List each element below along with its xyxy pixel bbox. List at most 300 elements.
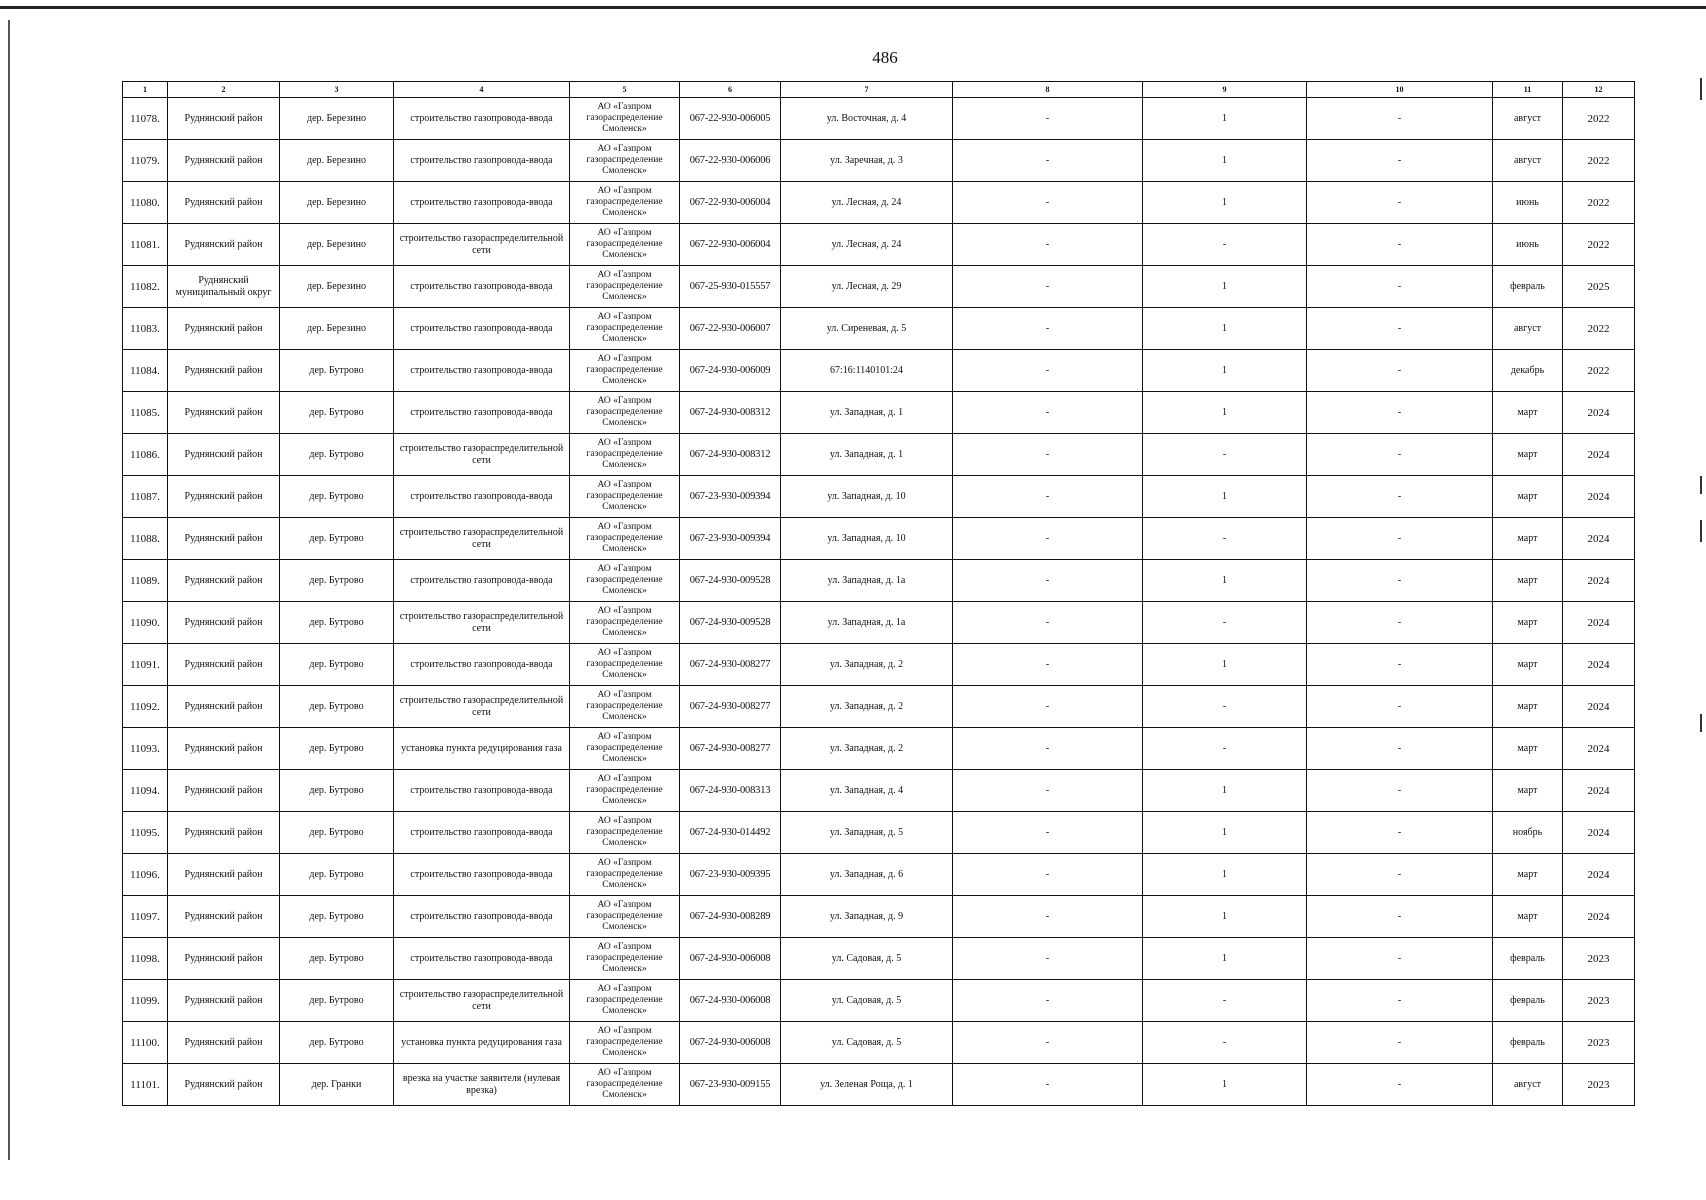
district-cell: Руднянский район <box>168 434 280 476</box>
year-cell: 2024 <box>1563 896 1635 938</box>
work-type-cell: строительство газораспределительной сети <box>394 518 570 560</box>
column-10-cell: - <box>1307 896 1493 938</box>
column-9-cell: - <box>1143 1022 1307 1064</box>
settlement-cell: дер. Бутрово <box>280 686 394 728</box>
top-border-line <box>0 6 1706 9</box>
organization-cell: АО «Газпром газораспределение Смоленск» <box>570 98 680 140</box>
address-cell: ул. Западная, д. 1 <box>781 434 953 476</box>
settlement-cell: дер. Бутрово <box>280 854 394 896</box>
settlement-cell: дер. Бутрово <box>280 476 394 518</box>
row-number-cell: 11090. <box>123 602 168 644</box>
year-cell: 2025 <box>1563 266 1635 308</box>
table-row <box>123 812 1635 854</box>
table-row <box>123 392 1635 434</box>
month-cell: август <box>1493 98 1563 140</box>
row-number-cell: 11080. <box>123 182 168 224</box>
margin-tick <box>1700 78 1702 100</box>
header-cell: 4 <box>394 82 570 98</box>
margin-tick <box>1700 714 1702 732</box>
table-row <box>123 350 1635 392</box>
organization-cell: АО «Газпром газораспределение Смоленск» <box>570 392 680 434</box>
work-type-cell: строительство газопровода-ввода <box>394 350 570 392</box>
row-number-cell: 11097. <box>123 896 168 938</box>
column-9-cell: 1 <box>1143 560 1307 602</box>
table-row <box>123 770 1635 812</box>
application-number-cell: 067-23-930-009395 <box>680 854 781 896</box>
settlement-cell: дер. Бутрово <box>280 728 394 770</box>
table-row <box>123 182 1635 224</box>
year-cell: 2024 <box>1563 812 1635 854</box>
header-cell: 2 <box>168 82 280 98</box>
application-number-cell: 067-24-930-008312 <box>680 392 781 434</box>
header-cell: 12 <box>1563 82 1635 98</box>
header-cell: 7 <box>781 82 953 98</box>
column-9-cell: 1 <box>1143 770 1307 812</box>
column-8-cell: - <box>953 308 1143 350</box>
address-cell: ул. Садовая, д. 5 <box>781 980 953 1022</box>
address-cell: ул. Западная, д. 1а <box>781 602 953 644</box>
organization-cell: АО «Газпром газораспределение Смоленск» <box>570 308 680 350</box>
table-row <box>123 266 1635 308</box>
organization-cell: АО «Газпром газораспределение Смоленск» <box>570 644 680 686</box>
month-cell: март <box>1493 686 1563 728</box>
column-10-cell: - <box>1307 686 1493 728</box>
organization-cell: АО «Газпром газораспределение Смоленск» <box>570 140 680 182</box>
column-10-cell: - <box>1307 266 1493 308</box>
organization-cell: АО «Газпром газораспределение Смоленск» <box>570 896 680 938</box>
year-cell: 2024 <box>1563 728 1635 770</box>
settlement-cell: дер. Бутрово <box>280 1022 394 1064</box>
address-cell: ул. Лесная, д. 24 <box>781 182 953 224</box>
year-cell: 2022 <box>1563 98 1635 140</box>
application-number-cell: 067-24-930-008312 <box>680 434 781 476</box>
header-cell: 10 <box>1307 82 1493 98</box>
column-8-cell: - <box>953 854 1143 896</box>
row-number-cell: 11091. <box>123 644 168 686</box>
district-cell: Руднянский район <box>168 1022 280 1064</box>
column-10-cell: - <box>1307 476 1493 518</box>
column-8-cell: - <box>953 728 1143 770</box>
table-row <box>123 140 1635 182</box>
application-number-cell: 067-22-930-006005 <box>680 98 781 140</box>
organization-cell: АО «Газпром газораспределение Смоленск» <box>570 1064 680 1106</box>
column-10-cell: - <box>1307 644 1493 686</box>
address-cell: ул. Заречная, д. 3 <box>781 140 953 182</box>
row-number-cell: 11086. <box>123 434 168 476</box>
column-10-cell: - <box>1307 854 1493 896</box>
address-cell: ул. Садовая, д. 5 <box>781 1022 953 1064</box>
organization-cell: АО «Газпром газораспределение Смоленск» <box>570 1022 680 1064</box>
address-cell: ул. Лесная, д. 29 <box>781 266 953 308</box>
address-cell: ул. Западная, д. 5 <box>781 812 953 854</box>
district-cell: Руднянский район <box>168 686 280 728</box>
row-number-cell: 11087. <box>123 476 168 518</box>
column-8-cell: - <box>953 938 1143 980</box>
column-10-cell: - <box>1307 518 1493 560</box>
organization-cell: АО «Газпром газораспределение Смоленск» <box>570 980 680 1022</box>
table-row <box>123 854 1635 896</box>
row-number-cell: 11098. <box>123 938 168 980</box>
settlement-cell: дер. Березино <box>280 266 394 308</box>
month-cell: ноябрь <box>1493 812 1563 854</box>
column-9-cell: 1 <box>1143 350 1307 392</box>
district-cell: Руднянский район <box>168 728 280 770</box>
table-row <box>123 644 1635 686</box>
year-cell: 2024 <box>1563 770 1635 812</box>
column-8-cell: - <box>953 98 1143 140</box>
month-cell: март <box>1493 644 1563 686</box>
district-cell: Руднянский район <box>168 98 280 140</box>
address-cell: ул. Западная, д. 2 <box>781 686 953 728</box>
address-cell: ул. Западная, д. 10 <box>781 476 953 518</box>
district-cell: Руднянский район <box>168 770 280 812</box>
month-cell: март <box>1493 896 1563 938</box>
year-cell: 2024 <box>1563 476 1635 518</box>
settlement-cell: дер. Березино <box>280 224 394 266</box>
district-cell: Руднянский район <box>168 140 280 182</box>
table-row <box>123 728 1635 770</box>
row-number-cell: 11092. <box>123 686 168 728</box>
district-cell: Руднянский район <box>168 518 280 560</box>
column-9-cell: 1 <box>1143 476 1307 518</box>
column-9-cell: 1 <box>1143 308 1307 350</box>
settlement-cell: дер. Бутрово <box>280 980 394 1022</box>
column-10-cell: - <box>1307 728 1493 770</box>
column-8-cell: - <box>953 476 1143 518</box>
year-cell: 2024 <box>1563 560 1635 602</box>
column-9-cell: 1 <box>1143 812 1307 854</box>
table-body <box>123 98 1635 1106</box>
column-9-cell: 1 <box>1143 938 1307 980</box>
year-cell: 2022 <box>1563 350 1635 392</box>
column-8-cell: - <box>953 686 1143 728</box>
table-header-row <box>123 82 1635 98</box>
column-9-cell: 1 <box>1143 896 1307 938</box>
district-cell: Руднянский район <box>168 896 280 938</box>
column-9-cell: - <box>1143 434 1307 476</box>
application-number-cell: 067-24-930-008277 <box>680 644 781 686</box>
table-row <box>123 602 1635 644</box>
work-type-cell: строительство газопровода-ввода <box>394 266 570 308</box>
work-type-cell: строительство газопровода-ввода <box>394 308 570 350</box>
district-cell: Руднянский район <box>168 476 280 518</box>
month-cell: июнь <box>1493 182 1563 224</box>
table-row <box>123 434 1635 476</box>
column-9-cell: - <box>1143 602 1307 644</box>
work-type-cell: строительство газопровода-ввода <box>394 938 570 980</box>
organization-cell: АО «Газпром газораспределение Смоленск» <box>570 938 680 980</box>
column-9-cell: 1 <box>1143 182 1307 224</box>
column-8-cell: - <box>953 602 1143 644</box>
column-9-cell: - <box>1143 686 1307 728</box>
column-10-cell: - <box>1307 1022 1493 1064</box>
organization-cell: АО «Газпром газораспределение Смоленск» <box>570 560 680 602</box>
year-cell: 2023 <box>1563 1022 1635 1064</box>
district-cell: Руднянский муниципальный округ <box>168 266 280 308</box>
column-9-cell: 1 <box>1143 392 1307 434</box>
margin-tick <box>1700 476 1702 494</box>
row-number-cell: 11093. <box>123 728 168 770</box>
work-type-cell: строительство газопровода-ввода <box>394 140 570 182</box>
row-number-cell: 11085. <box>123 392 168 434</box>
month-cell: август <box>1493 140 1563 182</box>
year-cell: 2024 <box>1563 518 1635 560</box>
column-10-cell: - <box>1307 140 1493 182</box>
header-cell: 5 <box>570 82 680 98</box>
work-type-cell: строительство газораспределительной сети <box>394 434 570 476</box>
table-row <box>123 98 1635 140</box>
year-cell: 2024 <box>1563 644 1635 686</box>
column-8-cell: - <box>953 812 1143 854</box>
row-number-cell: 11078. <box>123 98 168 140</box>
work-type-cell: врезка на участке заявителя (нулевая врезка) <box>394 1064 570 1106</box>
settlement-cell: дер. Березино <box>280 98 394 140</box>
table-row <box>123 686 1635 728</box>
address-cell: ул. Зеленая Роща, д. 1 <box>781 1064 953 1106</box>
row-number-cell: 11100. <box>123 1022 168 1064</box>
row-number-cell: 11082. <box>123 266 168 308</box>
column-9-cell: - <box>1143 224 1307 266</box>
work-type-cell: строительство газораспределительной сети <box>394 224 570 266</box>
row-number-cell: 11095. <box>123 812 168 854</box>
address-cell: ул. Западная, д. 6 <box>781 854 953 896</box>
year-cell: 2024 <box>1563 392 1635 434</box>
work-type-cell: строительство газопровода-ввода <box>394 644 570 686</box>
work-type-cell: строительство газораспределительной сети <box>394 980 570 1022</box>
district-cell: Руднянский район <box>168 938 280 980</box>
year-cell: 2023 <box>1563 980 1635 1022</box>
application-number-cell: 067-23-930-009155 <box>680 1064 781 1106</box>
page-number: 486 <box>872 48 898 67</box>
settlement-cell: дер. Бутрово <box>280 896 394 938</box>
address-cell: ул. Западная, д. 9 <box>781 896 953 938</box>
column-8-cell: - <box>953 518 1143 560</box>
settlement-cell: дер. Бутрово <box>280 770 394 812</box>
row-number-cell: 11081. <box>123 224 168 266</box>
year-cell: 2022 <box>1563 140 1635 182</box>
organization-cell: АО «Газпром газораспределение Смоленск» <box>570 266 680 308</box>
work-type-cell: строительство газораспределительной сети <box>394 602 570 644</box>
organization-cell: АО «Газпром газораспределение Смоленск» <box>570 182 680 224</box>
settlement-cell: дер. Бутрово <box>280 434 394 476</box>
year-cell: 2024 <box>1563 686 1635 728</box>
column-10-cell: - <box>1307 980 1493 1022</box>
month-cell: июнь <box>1493 224 1563 266</box>
work-type-cell: установка пункта редуцирования газа <box>394 728 570 770</box>
column-8-cell: - <box>953 644 1143 686</box>
column-10-cell: - <box>1307 938 1493 980</box>
organization-cell: АО «Газпром газораспределение Смоленск» <box>570 518 680 560</box>
column-8-cell: - <box>953 392 1143 434</box>
column-9-cell: - <box>1143 728 1307 770</box>
settlement-cell: дер. Бутрово <box>280 392 394 434</box>
column-10-cell: - <box>1307 98 1493 140</box>
column-10-cell: - <box>1307 392 1493 434</box>
month-cell: март <box>1493 728 1563 770</box>
month-cell: март <box>1493 518 1563 560</box>
work-type-cell: строительство газопровода-ввода <box>394 476 570 518</box>
year-cell: 2024 <box>1563 602 1635 644</box>
column-10-cell: - <box>1307 434 1493 476</box>
column-10-cell: - <box>1307 602 1493 644</box>
margin-tick <box>1700 520 1702 542</box>
table-row <box>123 560 1635 602</box>
column-8-cell: - <box>953 182 1143 224</box>
table-row <box>123 896 1635 938</box>
district-cell: Руднянский район <box>168 560 280 602</box>
application-number-cell: 067-24-930-009528 <box>680 560 781 602</box>
column-10-cell: - <box>1307 308 1493 350</box>
organization-cell: АО «Газпром газораспределение Смоленск» <box>570 854 680 896</box>
header-cell: 9 <box>1143 82 1307 98</box>
application-number-cell: 067-24-930-006008 <box>680 1022 781 1064</box>
work-type-cell: строительство газопровода-ввода <box>394 896 570 938</box>
settlement-cell: дер. Бутрово <box>280 518 394 560</box>
month-cell: август <box>1493 1064 1563 1106</box>
organization-cell: АО «Газпром газораспределение Смоленск» <box>570 602 680 644</box>
organization-cell: АО «Газпром газораспределение Смоленск» <box>570 812 680 854</box>
settlement-cell: дер. Бутрово <box>280 938 394 980</box>
column-10-cell: - <box>1307 770 1493 812</box>
table-row <box>123 1022 1635 1064</box>
row-number-cell: 11084. <box>123 350 168 392</box>
column-8-cell: - <box>953 1064 1143 1106</box>
year-cell: 2023 <box>1563 938 1635 980</box>
application-number-cell: 067-24-930-006008 <box>680 980 781 1022</box>
table-row <box>123 476 1635 518</box>
application-number-cell: 067-22-930-006004 <box>680 224 781 266</box>
application-number-cell: 067-24-930-006009 <box>680 350 781 392</box>
organization-cell: АО «Газпром газораспределение Смоленск» <box>570 728 680 770</box>
settlement-cell: дер. Бутрово <box>280 602 394 644</box>
row-number-cell: 11079. <box>123 140 168 182</box>
year-cell: 2023 <box>1563 1064 1635 1106</box>
work-type-cell: строительство газораспределительной сети <box>394 686 570 728</box>
address-cell: ул. Западная, д. 10 <box>781 518 953 560</box>
application-number-cell: 067-24-930-008289 <box>680 896 781 938</box>
address-cell: ул. Лесная, д. 24 <box>781 224 953 266</box>
month-cell: март <box>1493 560 1563 602</box>
address-cell: ул. Западная, д. 2 <box>781 728 953 770</box>
month-cell: февраль <box>1493 266 1563 308</box>
column-10-cell: - <box>1307 350 1493 392</box>
month-cell: март <box>1493 434 1563 476</box>
year-cell: 2024 <box>1563 434 1635 476</box>
settlement-cell: дер. Бутрово <box>280 644 394 686</box>
application-number-cell: 067-24-930-008277 <box>680 686 781 728</box>
year-cell: 2024 <box>1563 854 1635 896</box>
table-row <box>123 1064 1635 1106</box>
organization-cell: АО «Газпром газораспределение Смоленск» <box>570 686 680 728</box>
district-cell: Руднянский район <box>168 224 280 266</box>
settlement-cell: дер. Бутрово <box>280 812 394 854</box>
header-cell: 1 <box>123 82 168 98</box>
left-margin-line <box>8 20 10 1160</box>
row-number-cell: 11088. <box>123 518 168 560</box>
table-row <box>123 518 1635 560</box>
address-cell: ул. Восточная, д. 4 <box>781 98 953 140</box>
work-type-cell: строительство газопровода-ввода <box>394 560 570 602</box>
district-cell: Руднянский район <box>168 182 280 224</box>
work-type-cell: строительство газопровода-ввода <box>394 812 570 854</box>
column-10-cell: - <box>1307 812 1493 854</box>
column-8-cell: - <box>953 560 1143 602</box>
work-type-cell: строительство газопровода-ввода <box>394 98 570 140</box>
work-type-cell: установка пункта редуцирования газа <box>394 1022 570 1064</box>
month-cell: март <box>1493 392 1563 434</box>
settlement-cell: дер. Бутрово <box>280 350 394 392</box>
column-8-cell: - <box>953 266 1143 308</box>
column-8-cell: - <box>953 896 1143 938</box>
column-8-cell: - <box>953 1022 1143 1064</box>
district-cell: Руднянский район <box>168 350 280 392</box>
row-number-cell: 11099. <box>123 980 168 1022</box>
column-9-cell: - <box>1143 518 1307 560</box>
month-cell: март <box>1493 602 1563 644</box>
organization-cell: АО «Газпром газораспределение Смоленск» <box>570 434 680 476</box>
column-10-cell: - <box>1307 560 1493 602</box>
month-cell: август <box>1493 308 1563 350</box>
organization-cell: АО «Газпром газораспределение Смоленск» <box>570 350 680 392</box>
address-cell: ул. Западная, д. 4 <box>781 770 953 812</box>
row-number-cell: 11101. <box>123 1064 168 1106</box>
application-number-cell: 067-22-930-006004 <box>680 182 781 224</box>
row-number-cell: 11083. <box>123 308 168 350</box>
month-cell: февраль <box>1493 1022 1563 1064</box>
application-number-cell: 067-25-930-015557 <box>680 266 781 308</box>
address-cell: ул. Западная, д. 1а <box>781 560 953 602</box>
district-cell: Руднянский район <box>168 392 280 434</box>
district-cell: Руднянский район <box>168 980 280 1022</box>
application-number-cell: 067-24-930-008277 <box>680 728 781 770</box>
district-cell: Руднянский район <box>168 644 280 686</box>
month-cell: февраль <box>1493 980 1563 1022</box>
table-row <box>123 980 1635 1022</box>
organization-cell: АО «Газпром газораспределение Смоленск» <box>570 224 680 266</box>
settlement-cell: дер. Гранки <box>280 1064 394 1106</box>
address-cell: ул. Западная, д. 2 <box>781 644 953 686</box>
column-8-cell: - <box>953 140 1143 182</box>
work-type-cell: строительство газопровода-ввода <box>394 854 570 896</box>
header-cell: 6 <box>680 82 781 98</box>
header-cell: 8 <box>953 82 1143 98</box>
column-8-cell: - <box>953 350 1143 392</box>
row-number-cell: 11094. <box>123 770 168 812</box>
column-9-cell: 1 <box>1143 1064 1307 1106</box>
column-9-cell: 1 <box>1143 140 1307 182</box>
column-10-cell: - <box>1307 224 1493 266</box>
application-number-cell: 067-23-930-009394 <box>680 476 781 518</box>
application-number-cell: 067-24-930-008313 <box>680 770 781 812</box>
work-type-cell: строительство газопровода-ввода <box>394 770 570 812</box>
settlement-cell: дер. Березино <box>280 308 394 350</box>
settlement-cell: дер. Березино <box>280 182 394 224</box>
column-9-cell: 1 <box>1143 644 1307 686</box>
row-number-cell: 11096. <box>123 854 168 896</box>
column-8-cell: - <box>953 770 1143 812</box>
column-9-cell: 1 <box>1143 98 1307 140</box>
application-number-cell: 067-22-930-006006 <box>680 140 781 182</box>
organization-cell: АО «Газпром газораспределение Смоленск» <box>570 476 680 518</box>
settlement-cell: дер. Березино <box>280 140 394 182</box>
row-number-cell: 11089. <box>123 560 168 602</box>
year-cell: 2022 <box>1563 224 1635 266</box>
column-8-cell: - <box>953 224 1143 266</box>
column-9-cell: - <box>1143 980 1307 1022</box>
header-cell: 11 <box>1493 82 1563 98</box>
address-cell: ул. Сиреневая, д. 5 <box>781 308 953 350</box>
column-10-cell: - <box>1307 182 1493 224</box>
